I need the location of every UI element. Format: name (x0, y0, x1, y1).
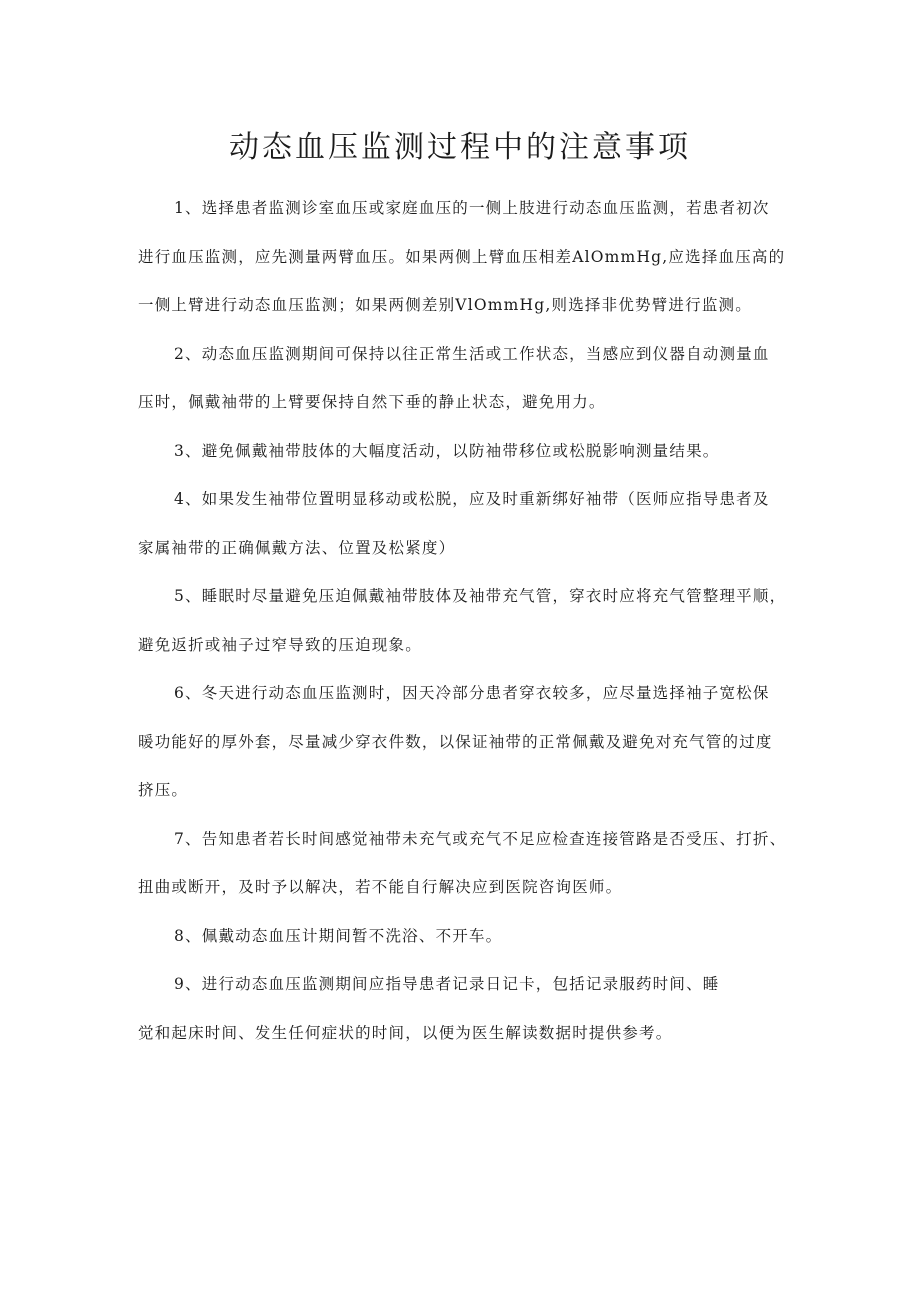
paragraph-line: 进行血压监测，应先测量两臂血压。如果两侧上臂血压相差AlOmmHg,应选择血压高的 (138, 247, 786, 266)
paragraph-line: 扭曲或断开，及时予以解决，若不能自行解决应到医院咨询医师。 (138, 878, 623, 896)
paragraph-4 (138, 483, 798, 580)
paragraph-line: 挤压。 (138, 781, 189, 799)
paragraph-line: 9、进行动态血压监测期间应指导患者记录日记卡，包括记录服药时间、睡 (174, 975, 720, 993)
paragraph-5 (138, 580, 798, 677)
paragraph-line: 避免返折或袖子过窄导致的压迫现象。 (138, 635, 422, 654)
document-body (138, 192, 798, 1065)
paragraph-2 (138, 338, 798, 435)
paragraph-line: 3、避免佩戴袖带肢体的大幅度活动，以防袖带移位或松脱影响测量结果。 (174, 441, 720, 460)
paragraph-line: 8、佩戴动态血压计期间暂不洗浴、不开车。 (174, 926, 503, 945)
paragraph-7 (138, 823, 798, 920)
paragraph-line: 1、选择患者监测诊室血压或家庭血压的一侧上肢进行动态血压监测，若患者初次 (174, 199, 770, 217)
paragraph-line: 暖功能好的厚外套，尽量减少穿衣件数，以保证袖带的正常佩戴及避免对充气管的过度 (138, 732, 773, 751)
paragraph-line: 压时，佩戴袖带的上臂要保持自然下垂的静止状态，避免用力。 (138, 393, 606, 411)
paragraph-line: 觉和起床时间、发生任何症状的时间，以便为医生解读数据时提供参考。 (138, 1023, 673, 1042)
paragraph-1 (138, 192, 798, 338)
paragraph-6 (138, 677, 798, 823)
paragraph-line: 家属袖带的正确佩戴方法、位置及松紧度） (138, 538, 456, 557)
paragraph-line: 7、告知患者若长时间感觉袖带未充气或充气不足应检查连接管路是否受压、打折、 (174, 829, 787, 848)
paragraph-8 (138, 920, 798, 969)
paragraph-line: 4、如果发生袖带位置明显移动或松脱，应及时重新绑好袖带（医师应指导患者及 (174, 490, 770, 508)
paragraph-3 (138, 435, 798, 484)
document-title: 动态血压监测过程中的注意事项 (229, 130, 691, 165)
paragraph-line: 5、睡眠时尽量避免压迫佩戴袖带肢体及袖带充气管，穿衣时应将充气管整理平顺， (174, 587, 787, 605)
paragraph-line: 6、冬天进行动态血压监测时，因天冷部分患者穿衣较多，应尽量选择袖子宽松保 (174, 684, 770, 702)
paragraph-line: 2、动态血压监测期间可保持以往正常生活或工作状态，当感应到仪器自动测量血 (174, 344, 770, 363)
paragraph-line: 一侧上臂进行动态血压监测；如果两侧差别VlOmmHg,则选择非优势臂进行监测。 (138, 296, 752, 314)
paragraph-9 (138, 968, 798, 1065)
